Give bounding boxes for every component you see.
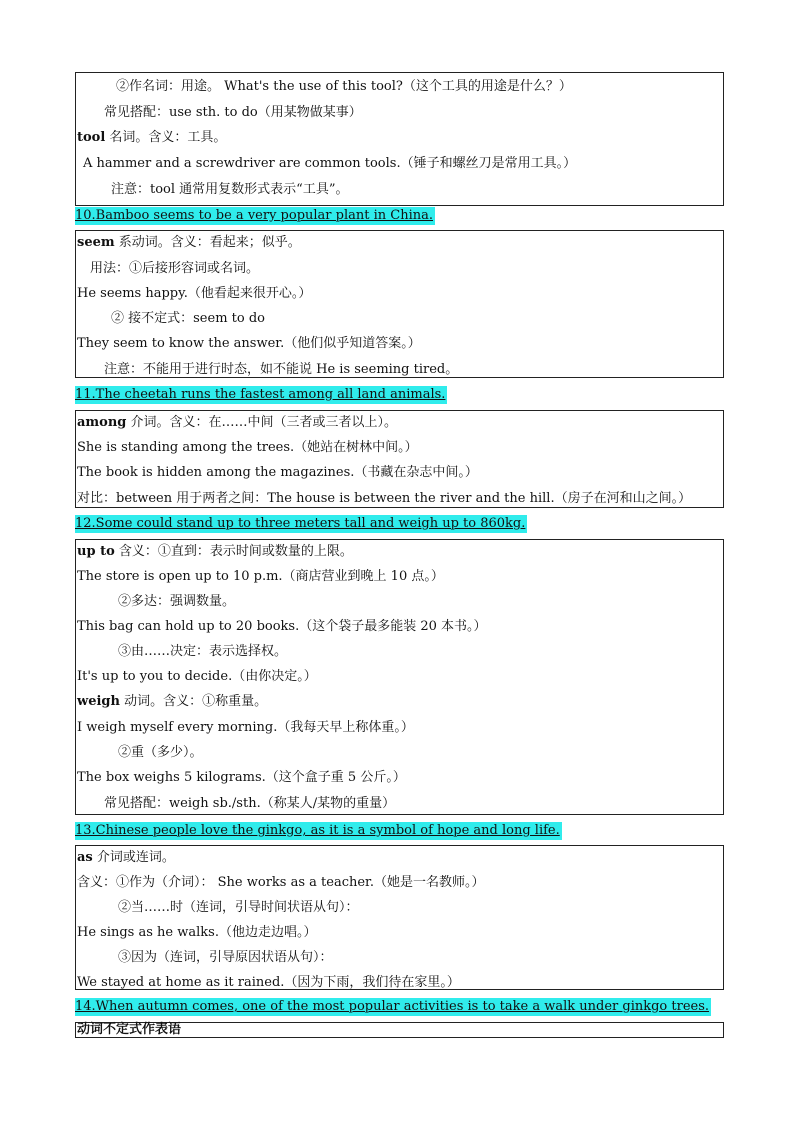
- note-line: [77, 130, 226, 146]
- note-line: ②当……时（连词，引导时间状语从句）：: [118, 900, 359, 915]
- sentence-heading-14: 14.When autumn comes, one of the most popular activities is to take a walk under ginkgo trees.: [75, 999, 710, 1014]
- note-line: ③由……决定：表示选择权。: [118, 644, 288, 659]
- keyword: among: [77, 415, 127, 430]
- note-line: ②多达：强调数量。: [118, 594, 236, 609]
- keyword: weigh: [77, 694, 120, 709]
- note-line: The box weighs 5 kilograms.（这个盒子重 5 公斤。）: [77, 770, 406, 785]
- note-line: ②重（多少）。: [118, 745, 203, 760]
- note-line: We stayed at home as it rained.（因为下雨，我们待在家里。）: [77, 975, 460, 990]
- note-line: [77, 850, 175, 866]
- note-box-tool: [75, 72, 724, 206]
- note-line: 对比：between 用于两者之间：The house is between the river and the hill.（房子在河和山之间。）: [77, 491, 692, 506]
- keyword: seem: [77, 235, 115, 250]
- sentence-heading-10: 10.Bamboo seems to be a very popular plant in China.: [75, 208, 433, 223]
- definition-text: 介词或连词。: [92, 850, 175, 865]
- note-line: This bag can hold up to 20 books.（这个袋子最多能装 20 本书。）: [77, 619, 487, 634]
- note-line: The store is open up to 10 p.m.（商店营业到晚上 10 点。）: [77, 569, 444, 584]
- sentence-heading-13: 13.Chinese people love the ginkgo, as it is a symbol of hope and long life.: [75, 823, 560, 838]
- note-line: It's up to you to decide.（由你决定。）: [77, 669, 317, 684]
- note-line: [77, 694, 267, 710]
- note-box-as: [75, 845, 724, 990]
- definition-text: 含义：①直到：表示时间或数量的上限。: [114, 544, 353, 559]
- note-line: I weigh myself every morning.（我每天早上称体重。）: [77, 720, 414, 735]
- note-line: They seem to know the answer.（他们似乎知道答案。）: [77, 336, 421, 351]
- definition-text: 名词。含义：工具。: [105, 130, 227, 145]
- note-line: 含义：①作为（介词）： She works as a teacher.（她是一名教师。）: [77, 875, 485, 890]
- note-line: ③因为（连词，引导原因状语从句）：: [118, 950, 333, 965]
- keyword: as: [77, 850, 93, 865]
- definition-text: 动词。含义：①称重量。: [119, 694, 268, 709]
- keyword: up to: [77, 544, 115, 559]
- note-line: 常见搭配：use sth. to do（用某物做某事）: [104, 105, 362, 120]
- note-line: 注意：tool 通常用复数形式表示“工具”。: [111, 182, 349, 197]
- note-line: She is standing among the trees.（她站在树林中间。）: [77, 440, 418, 455]
- note-line: The book is hidden among the magazines.（书藏在杂志中间。）: [77, 465, 478, 480]
- note-line: 注意：不能用于进行时态，如不能说 He is seeming tired。: [104, 362, 459, 377]
- sentence-heading-11: 11.The cheetah runs the fastest among all land animals.: [75, 387, 446, 402]
- sentence-heading-12: 12.Some could stand up to three meters tall and weigh up to 860kg.: [75, 516, 526, 531]
- note-line: He sings as he walks.（他边走边唱。）: [77, 925, 317, 940]
- note-line: A hammer and a screwdriver are common tools.（锤子和螺丝刀是常用工具。）: [83, 156, 577, 171]
- note-line: He seems happy.（他看起来很开心。）: [77, 286, 312, 301]
- definition-text: 系动词。含义：看起来；似乎。: [114, 235, 301, 250]
- keyword: tool: [77, 130, 106, 145]
- note-box-infinitive: 动词不定式作表语: [75, 1022, 724, 1038]
- note-line: ② 接不定式：seem to do: [111, 311, 265, 326]
- note-box-seem: [75, 230, 724, 378]
- note-line: 常见搭配：weigh sb./sth.（称某人/某物的重量）: [104, 796, 396, 811]
- note-line: [77, 235, 301, 251]
- note-box-among: [75, 410, 724, 508]
- note-line: 用法：①后接形容词或名词。: [90, 261, 260, 276]
- note-line: [77, 415, 397, 431]
- note-line: ②作名词：用途。 What's the use of this tool?（这个工具的用途是什么？）: [116, 79, 572, 94]
- note-line: [77, 544, 353, 560]
- definition-text: 介词。含义：在……中间（三者或三者以上）。: [126, 415, 398, 430]
- note-box-up-to-weigh: [75, 539, 724, 815]
